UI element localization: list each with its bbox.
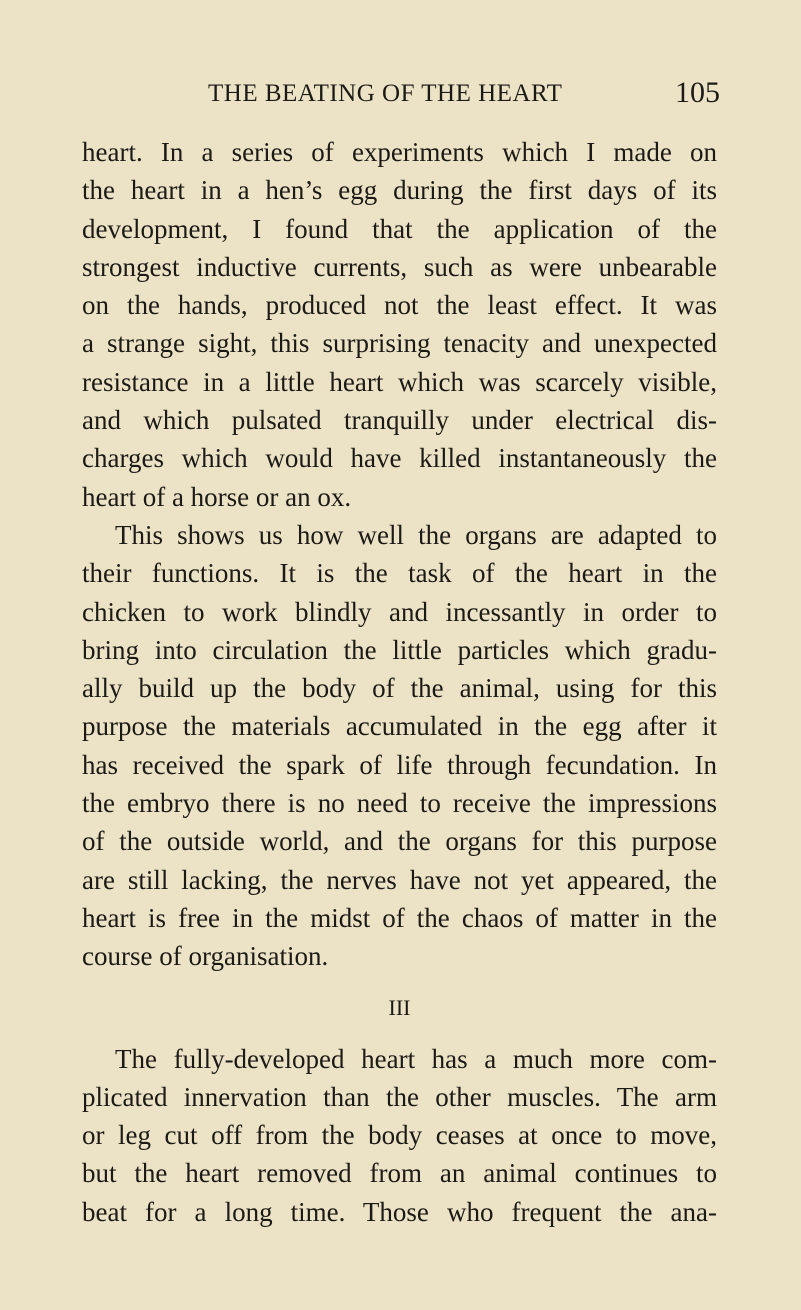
section-heading: III [388, 994, 411, 1020]
text-line: charges which would have killed instantaneously the [82, 443, 717, 474]
text-line: heart of a horse or an ox. [82, 481, 352, 512]
text-line: or leg cut off from the body ceases at once to move, [82, 1120, 717, 1151]
text-line: of the outside world, and the organs for this purpose [82, 826, 717, 857]
text-line: has received the spark of life through fecundation. In [82, 749, 717, 780]
text-line: on the hands, produced not the least effect. It was [82, 290, 717, 321]
text-line: are still lacking, the nerves have not yet appeared, the [82, 864, 717, 895]
running-title: THE BEATING OF THE HEART [208, 80, 563, 107]
text-line: their functions. It is the task of the heart in the [82, 558, 717, 589]
paragraph-1 [82, 133, 717, 516]
text-line: This shows us how well the organs are adapted to [115, 519, 717, 550]
text-line: chicken to work blindly and incessantly in order to [82, 596, 717, 627]
paragraph-3 [82, 1040, 717, 1231]
text-line: bring into circulation the little particles which gradu- [82, 634, 717, 665]
text-line: plicated innervation than the other muscles. The arm [82, 1081, 717, 1112]
text-line: resistance in a little heart which was scarcely visible, [82, 366, 717, 397]
text-line: a strange sight, this surprising tenacity and unexpected [82, 328, 717, 359]
text-line: beat for a long time. Those who frequent the ana- [82, 1196, 717, 1227]
body-text [82, 133, 717, 1231]
page-number: 105 [675, 76, 720, 109]
text-line: heart. In a series of experiments which I made on [82, 137, 717, 167]
running-head [0, 76, 801, 116]
text-line: ally build up the body of the animal, using for this [82, 673, 717, 704]
text-line: the heart in a hen’s egg during the first days of its [82, 175, 717, 206]
text-line: strongest inductive currents, such as were unbearable [82, 251, 717, 282]
text-line: The fully-developed heart has a much more com- [115, 1043, 717, 1074]
text-line: the embryo there is no need to receive the impressions [82, 788, 717, 819]
text-line: purpose the materials accumulated in the egg after it [82, 711, 717, 742]
paragraph-2 [82, 516, 717, 976]
text-line: and which pulsated tranquilly under electrical dis- [82, 405, 717, 436]
text-line: development, I found that the application of the [82, 213, 717, 244]
text-line: heart is free in the midst of the chaos of matter in the [82, 902, 717, 933]
text-line: but the heart removed from an animal continues to [82, 1158, 717, 1189]
text-line: course of organisation. [82, 941, 329, 972]
